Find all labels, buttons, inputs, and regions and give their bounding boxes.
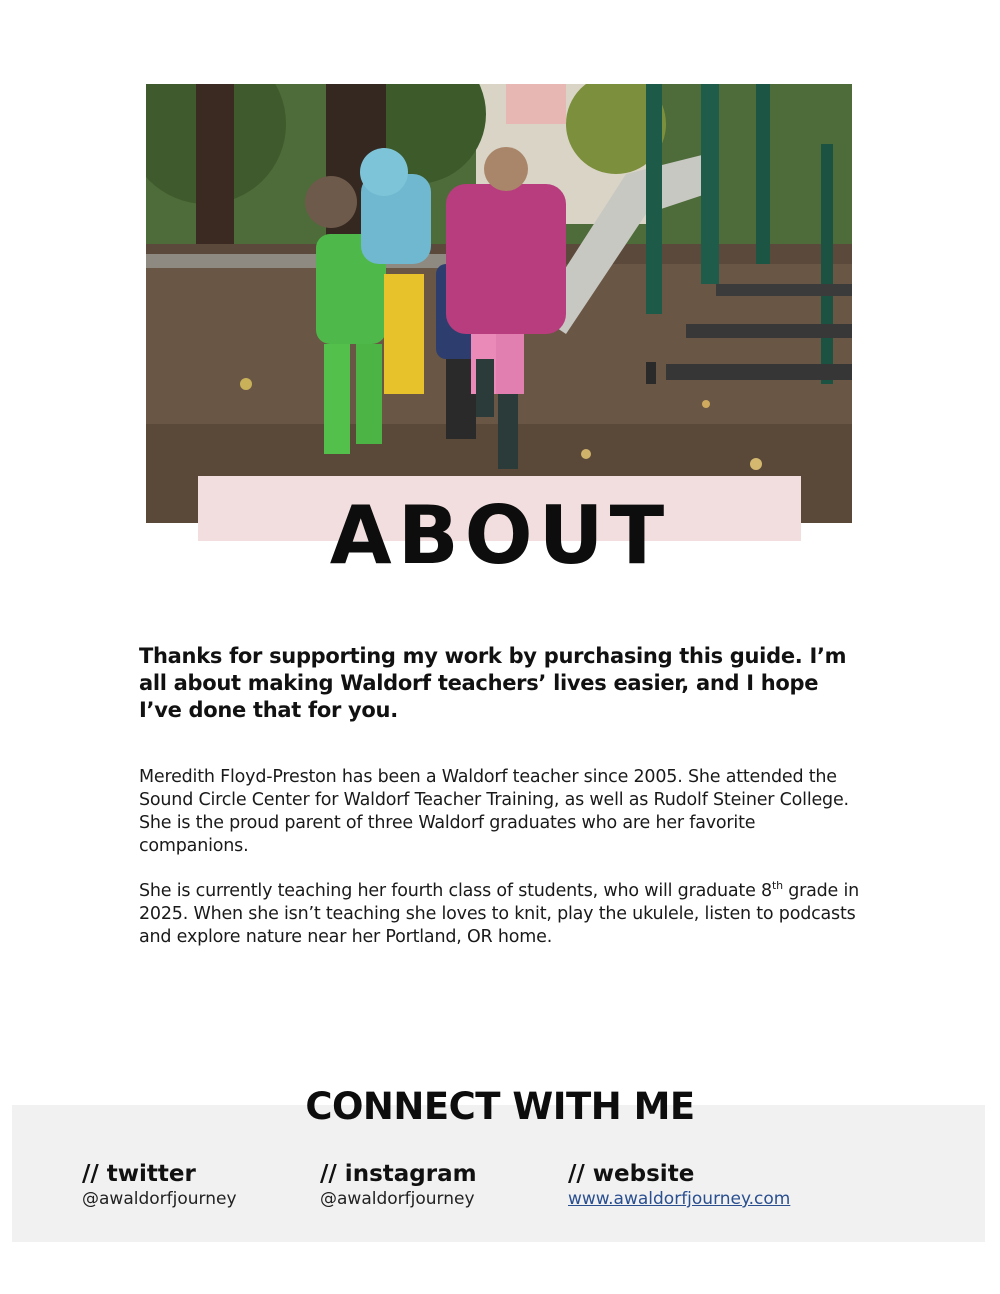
social-website xyxy=(568,1160,790,1210)
ordinal-suffix: th xyxy=(771,879,783,893)
page-title: ABOUT xyxy=(329,489,671,582)
instagram-label: // instagram xyxy=(320,1161,477,1187)
website-link[interactable]: www.awaldorfjourney.com xyxy=(568,1189,791,1209)
bio-paragraph-2-part-2: grade in 2025. When she isn’t teaching she loves to knit, play the ukulele, listen to podcasts and explore nature near her Portland, OR home. xyxy=(139,881,860,947)
instagram-handle: @awaldorfjourney xyxy=(320,1189,475,1209)
bio-paragraph-2-part-1: She is currently teaching her fourth class of students, who will graduate 8 xyxy=(139,881,772,901)
twitter-label: // twitter xyxy=(82,1161,196,1187)
connect-title: CONNECT WITH ME xyxy=(305,1085,695,1128)
bio-paragraph-1: Meredith Floyd-Preston has been a Waldorf teacher since 2005. She attended the Sound Circle Center for Waldorf Teacher Training, as well as Rudolf Steiner College. She is the proud parent of three Waldorf graduates who are her favorite companions. xyxy=(139,767,849,856)
social-twitter xyxy=(82,1160,237,1210)
twitter-handle: @awaldorfjourney xyxy=(82,1189,237,1209)
bio-paragraph-2 xyxy=(139,880,861,949)
social-instagram xyxy=(320,1160,477,1210)
hero-photo xyxy=(146,84,852,523)
intro-statement: Thanks for supporting my work by purchasing this guide. I’m all about making Waldorf teachers’ lives easier, and I hope I’ve done that for you. xyxy=(139,644,847,722)
website-label: // website xyxy=(568,1161,695,1187)
